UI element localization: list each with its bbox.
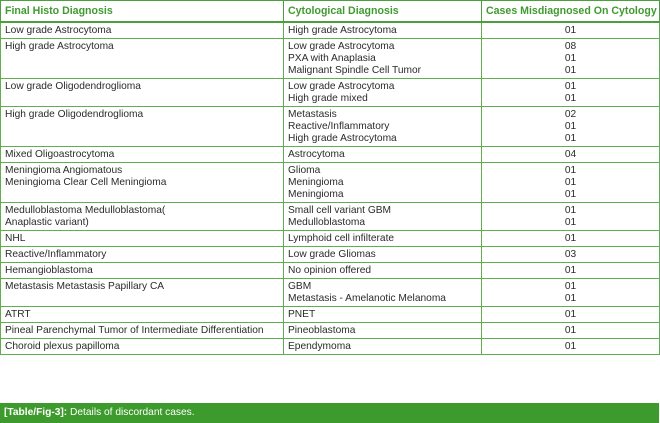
cell-final-histo-diagnosis	[1, 323, 284, 339]
cell-cytological-diagnosis-line: PNET	[288, 309, 316, 320]
cell-final-histo-diagnosis-line: Reactive/Inflammatory	[5, 249, 107, 260]
table-body	[1, 22, 660, 355]
cell-cases-misdiagnosed	[482, 307, 660, 323]
cell-cases-misdiagnosed	[482, 339, 660, 355]
cell-cases-misdiagnosed-line: 01	[564, 65, 577, 76]
cell-cases-misdiagnosed	[482, 263, 660, 279]
cell-final-histo-diagnosis-line: NHL	[5, 233, 26, 244]
cell-cytological-diagnosis	[284, 79, 482, 107]
cell-final-histo-diagnosis-line: Anaplastic variant)	[5, 217, 89, 228]
cell-final-histo-diagnosis	[1, 107, 284, 147]
cell-cases-misdiagnosed-line: 01	[564, 265, 577, 276]
cell-cases-misdiagnosed-line: 01	[564, 309, 577, 320]
cell-cytological-diagnosis	[284, 147, 482, 163]
cell-cytological-diagnosis-line: Medulloblastoma	[288, 217, 366, 228]
cell-cytological-diagnosis	[284, 203, 482, 231]
table-row	[1, 279, 660, 307]
cell-cases-misdiagnosed-line: 04	[564, 149, 577, 160]
caption-text: Details of discordant cases.	[67, 407, 195, 418]
cell-cytological-diagnosis-line: GBM	[288, 281, 312, 292]
cell-final-histo-diagnosis-line: Hemangioblastoma	[5, 265, 93, 276]
cell-final-histo-diagnosis	[1, 263, 284, 279]
cell-cytological-diagnosis-line: Ependymoma	[288, 341, 351, 352]
header-cytological-diagnosis: Cytological Diagnosis	[284, 1, 482, 23]
cell-final-histo-diagnosis	[1, 79, 284, 107]
cell-cytological-diagnosis-line: High grade Astrocytoma	[288, 133, 397, 144]
cell-cases-misdiagnosed	[482, 279, 660, 307]
cell-cases-misdiagnosed-line: 01	[564, 293, 577, 304]
cell-cytological-diagnosis-line: Lymphoid cell infilterate	[288, 233, 395, 244]
table-row	[1, 323, 660, 339]
caption-label: [Table/Fig-3]:	[4, 407, 68, 418]
cell-cytological-diagnosis	[284, 247, 482, 263]
cell-final-histo-diagnosis-line: Low grade Astrocytoma	[5, 25, 112, 36]
cell-cytological-diagnosis-line: Low grade Astrocytoma	[288, 41, 395, 52]
cell-cases-misdiagnosed	[482, 203, 660, 231]
cell-final-histo-diagnosis-line: Meningioma Clear Cell Meningioma	[5, 177, 167, 188]
cell-cytological-diagnosis-line: Pineoblastoma	[288, 325, 356, 336]
cell-cytological-diagnosis-line: High grade mixed	[288, 93, 368, 104]
cell-cases-misdiagnosed	[482, 247, 660, 263]
cell-final-histo-diagnosis-line: High grade Oligodendroglioma	[5, 109, 144, 120]
cell-cases-misdiagnosed	[482, 39, 660, 79]
cell-final-histo-diagnosis	[1, 22, 284, 39]
cell-final-histo-diagnosis-line: Pineal Parenchymal Tumor of Intermediate Differentiation	[5, 325, 264, 336]
table-row	[1, 147, 660, 163]
cell-cytological-diagnosis	[284, 323, 482, 339]
cell-cases-misdiagnosed-line: 01	[564, 165, 577, 176]
cell-cytological-diagnosis	[284, 22, 482, 39]
cell-final-histo-diagnosis-line: Metastasis Metastasis Papillary CA	[5, 281, 165, 292]
cell-cases-misdiagnosed-line: 01	[564, 205, 577, 216]
cell-cytological-diagnosis-line: Malignant Spindle Cell Tumor	[288, 65, 422, 76]
cell-cases-misdiagnosed-line: 02	[564, 109, 577, 120]
cell-cases-misdiagnosed-line: 01	[564, 189, 577, 200]
cell-final-histo-diagnosis-line: Meningioma Angiomatous	[5, 165, 123, 176]
cell-final-histo-diagnosis	[1, 339, 284, 355]
table-row	[1, 231, 660, 247]
table-row	[1, 307, 660, 323]
cell-cytological-diagnosis	[284, 107, 482, 147]
cell-cytological-diagnosis	[284, 263, 482, 279]
table-row	[1, 79, 660, 107]
cell-cytological-diagnosis-line: PXA with Anaplasia	[288, 53, 376, 64]
cell-cases-misdiagnosed-line: 01	[564, 81, 577, 92]
table-row	[1, 22, 660, 39]
cell-cytological-diagnosis	[284, 339, 482, 355]
cell-final-histo-diagnosis-line: ATRT	[5, 309, 31, 320]
cell-cases-misdiagnosed-line: 01	[564, 25, 577, 36]
table-row	[1, 247, 660, 263]
cell-cytological-diagnosis-line: Astrocytoma	[288, 149, 345, 160]
cell-cases-misdiagnosed-line: 01	[564, 341, 577, 352]
cell-final-histo-diagnosis-line: Medulloblastoma Medulloblastoma(	[5, 205, 166, 216]
cell-cytological-diagnosis-line: No opinion offered	[288, 265, 372, 276]
cell-cytological-diagnosis-line: Glioma	[288, 165, 321, 176]
cell-cases-misdiagnosed	[482, 147, 660, 163]
cell-cases-misdiagnosed	[482, 231, 660, 247]
cell-cases-misdiagnosed-line: 01	[564, 93, 577, 104]
cell-cytological-diagnosis	[284, 39, 482, 79]
cell-cases-misdiagnosed-line: 08	[564, 41, 577, 52]
cell-cytological-diagnosis	[284, 307, 482, 323]
table-header	[1, 1, 660, 23]
cell-cytological-diagnosis-line: Low grade Gliomas	[288, 249, 376, 260]
header-final-histo-diagnosis: Final Histo Diagnosis	[1, 1, 284, 23]
table-row	[1, 339, 660, 355]
table-row	[1, 203, 660, 231]
table-row	[1, 107, 660, 147]
cell-final-histo-diagnosis	[1, 39, 284, 79]
cell-cases-misdiagnosed-line: 01	[564, 233, 577, 244]
cell-cases-misdiagnosed-line: 01	[564, 217, 577, 228]
cell-final-histo-diagnosis-line: High grade Astrocytoma	[5, 41, 114, 52]
cell-cases-misdiagnosed-line: 01	[564, 281, 577, 292]
cell-cytological-diagnosis-line: High grade Astrocytoma	[288, 25, 397, 36]
cell-final-histo-diagnosis-line: Mixed Oligoastrocytoma	[5, 149, 115, 160]
cell-cases-misdiagnosed-line: 01	[564, 177, 577, 188]
table-row	[1, 163, 660, 203]
cell-final-histo-diagnosis	[1, 231, 284, 247]
cell-final-histo-diagnosis	[1, 163, 284, 203]
cell-cytological-diagnosis	[284, 163, 482, 203]
cell-cytological-diagnosis-line: Low grade Astrocytoma	[288, 81, 395, 92]
cell-cases-misdiagnosed	[482, 323, 660, 339]
cell-cases-misdiagnosed-line: 01	[564, 325, 577, 336]
cell-cytological-diagnosis-line: Metastasis	[288, 109, 337, 120]
cell-cases-misdiagnosed-line: 01	[564, 133, 577, 144]
cell-cytological-diagnosis-line: Meningioma	[288, 177, 344, 188]
cell-final-histo-diagnosis-line: Low grade Oligodendroglioma	[5, 81, 141, 92]
cell-cytological-diagnosis-line: Small cell variant GBM	[288, 205, 392, 216]
cell-cytological-diagnosis	[284, 231, 482, 247]
cell-cytological-diagnosis-line: Meningioma	[288, 189, 344, 200]
cell-cases-misdiagnosed-line: 01	[564, 121, 577, 132]
cell-cases-misdiagnosed	[482, 22, 660, 39]
cell-cases-misdiagnosed-line: 03	[564, 249, 577, 260]
table-row	[1, 263, 660, 279]
header-cases-misdiagnosed: Cases Misdiagnosed On Cytology	[482, 1, 660, 23]
cell-final-histo-diagnosis	[1, 203, 284, 231]
table-row	[1, 39, 660, 79]
cell-cases-misdiagnosed	[482, 163, 660, 203]
cell-cases-misdiagnosed	[482, 79, 660, 107]
cell-final-histo-diagnosis	[1, 279, 284, 307]
cell-final-histo-diagnosis-line: Choroid plexus papilloma	[5, 341, 120, 352]
cell-cytological-diagnosis-line: Reactive/Inflammatory	[288, 121, 390, 132]
cell-cases-misdiagnosed	[482, 107, 660, 147]
cell-cytological-diagnosis-line: Metastasis - Amelanotic Melanoma	[288, 293, 446, 304]
cell-final-histo-diagnosis	[1, 307, 284, 323]
cell-cytological-diagnosis	[284, 279, 482, 307]
table-caption	[0, 403, 659, 423]
header-row	[1, 1, 660, 23]
cell-final-histo-diagnosis	[1, 247, 284, 263]
cell-cases-misdiagnosed-line: 01	[564, 53, 577, 64]
cell-final-histo-diagnosis	[1, 147, 284, 163]
